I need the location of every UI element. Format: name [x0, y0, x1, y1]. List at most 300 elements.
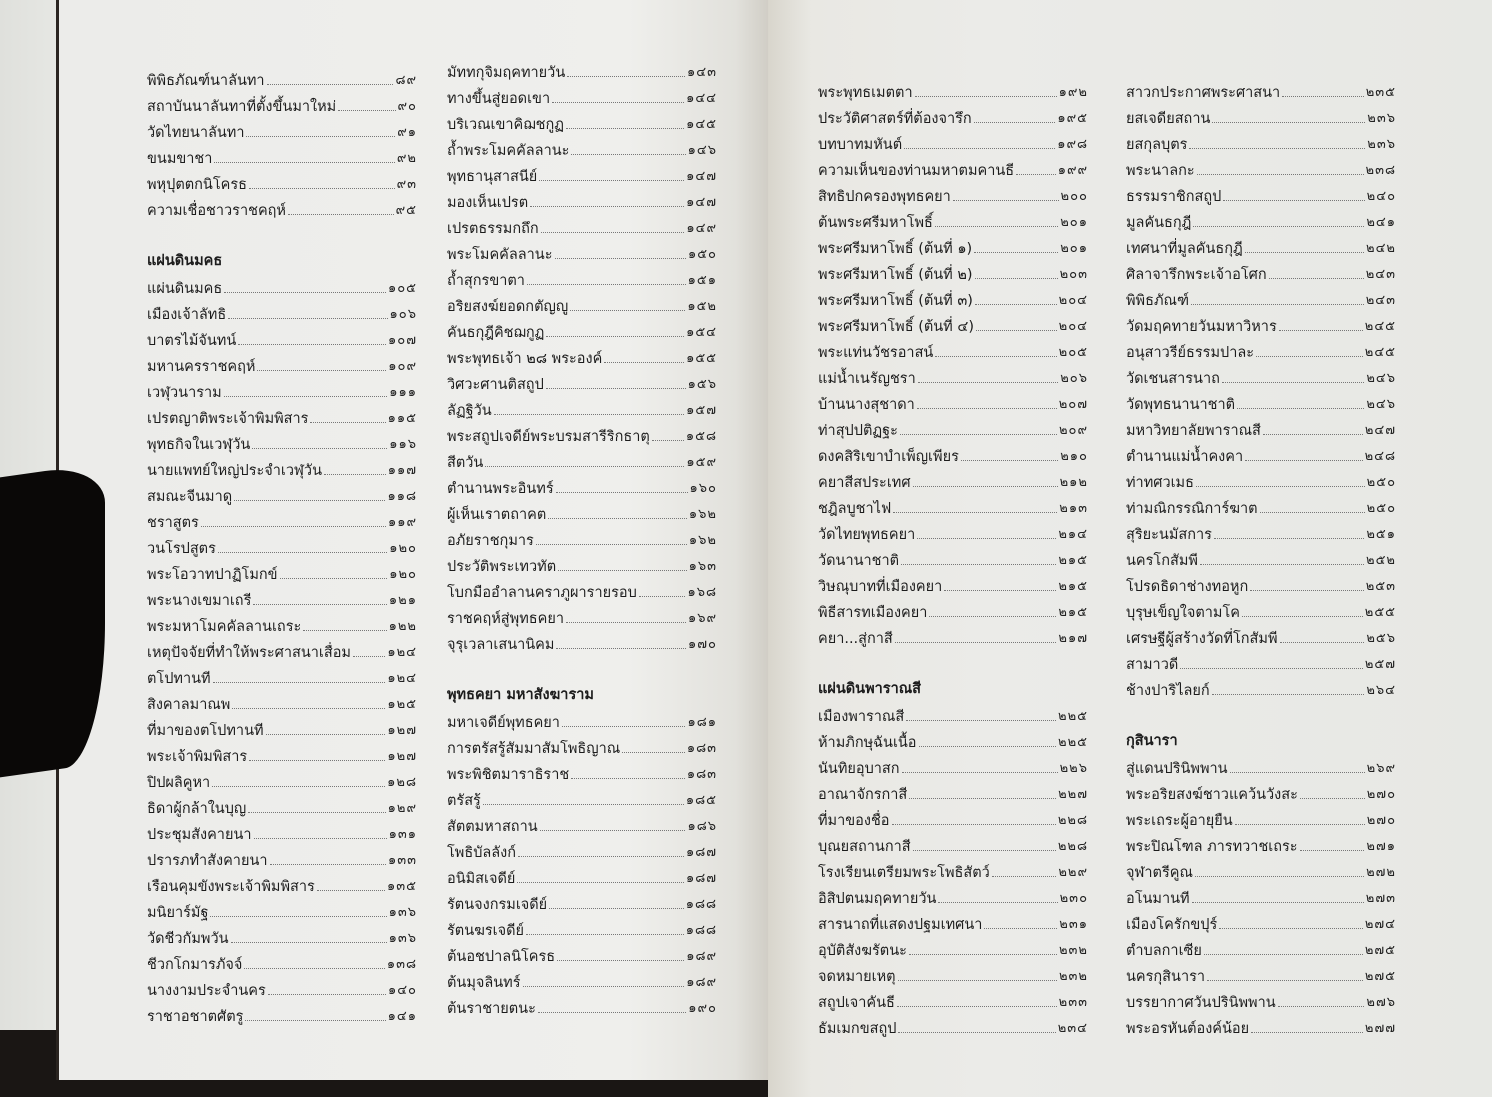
- dot-leader: [1269, 278, 1364, 279]
- toc-entry: [1126, 960, 1396, 986]
- toc-entry-page-number: ๒๗๕: [1364, 943, 1396, 958]
- toc-entry-page-number: ๒๒๕: [1058, 709, 1088, 724]
- toc-entry: [147, 480, 417, 506]
- toc-entry-title: ยสกุลบุตร: [1126, 137, 1188, 153]
- toc-entry: [147, 948, 417, 974]
- toc-entry-title: โปรดธิดาช่างทอหูก: [1126, 579, 1249, 595]
- toc-entry: [447, 888, 717, 914]
- dot-leader: [338, 110, 395, 111]
- dot-leader: [218, 552, 387, 553]
- toc-entry: [818, 570, 1088, 596]
- dot-leader: [622, 752, 685, 753]
- toc-entry-page-number: ๒๗๗: [1364, 1021, 1396, 1036]
- dot-leader: [555, 258, 686, 259]
- toc-entry-title: อภัยราชกุมาร: [447, 533, 534, 549]
- toc-entry-title: นครโกสัมพี: [1126, 553, 1198, 569]
- toc-entry: [147, 636, 417, 662]
- toc-entry-page-number: ๒๐๖: [1060, 371, 1088, 386]
- dot-leader: [935, 356, 1056, 357]
- section-heading: แผ่นดินมคธ: [147, 253, 223, 269]
- toc-entry-title: ต้นราชายตนะ: [447, 1001, 536, 1017]
- toc-entry-page-number: ๑๔๙: [686, 221, 717, 236]
- toc-entry-title: ตโปทานที: [147, 671, 211, 687]
- toc-entry: [1126, 76, 1396, 102]
- toc-entry-title: อนุสาวรีย์ธรรมปาละ: [1126, 345, 1255, 361]
- toc-entry: [447, 160, 717, 186]
- toc-entry-page-number: ๒๑๐: [1060, 449, 1088, 464]
- dot-leader: [652, 440, 684, 441]
- toc-entry: [818, 726, 1088, 752]
- toc-entry-page-number: ๑๒๒: [388, 619, 417, 634]
- toc-entry-title: สุริยะนมัสการ: [1126, 527, 1212, 543]
- toc-entry: [818, 492, 1088, 518]
- dot-leader: [212, 786, 385, 787]
- toc-entry: [818, 856, 1088, 882]
- dot-leader: [974, 252, 1058, 253]
- dot-leader: [1280, 642, 1365, 643]
- toc-entry-page-number: ๒๔๕: [1364, 319, 1396, 334]
- toc-entry: [1126, 752, 1396, 778]
- toc-entry: [818, 76, 1088, 102]
- dot-leader: [1263, 434, 1363, 435]
- toc-entry-title: ห้ามภิกษุฉันเนื้อ: [818, 735, 917, 751]
- toc-entry-title: ดงคสิริเขาบำเพ็ญเพียร: [818, 449, 959, 465]
- toc-entry: [818, 388, 1088, 414]
- toc-entry-page-number: ๑๙๘: [1057, 137, 1088, 152]
- toc-entry-title: พระศรีมหาโพธิ์ (ต้นที่ ๔): [818, 319, 974, 335]
- toc-entry-page-number: ๒๑๕: [1058, 605, 1088, 620]
- toc-entry-title: จุฬาตรีคูณ: [1126, 865, 1193, 881]
- toc-entry-page-number: ๑๑๖: [389, 437, 417, 452]
- dot-leader: [944, 590, 1056, 591]
- toc-entry-page-number: ๙๕: [395, 203, 417, 218]
- toc-entry-title: รัตนฆรเจดีย์: [447, 923, 525, 939]
- toc-entry-title: ตำบลกาเซีย: [1126, 943, 1202, 959]
- toc-entry: [818, 232, 1088, 258]
- toc-entry-title: ธรรมราชิกสถูป: [1126, 189, 1222, 205]
- toc-entry-title: วัดนานาชาติ: [818, 553, 900, 569]
- toc-entry-title: พระเจ้าพิมพิสาร: [147, 749, 248, 765]
- toc-entry-page-number: ๒๓๒: [1058, 943, 1088, 958]
- toc-entry-title: ตำนานแม่น้ำคงคา: [1126, 449, 1244, 465]
- toc-entry-page-number: ๑๖๐: [689, 481, 717, 496]
- dot-leader: [254, 838, 387, 839]
- dot-leader: [538, 1012, 686, 1013]
- toc-entry-page-number: ๒๗๒: [1366, 865, 1396, 880]
- dot-leader: [245, 1020, 385, 1021]
- toc-entry: [447, 524, 717, 550]
- toc-entry-page-number: ๑๓๑: [388, 827, 417, 842]
- toc-entry-title: สถูปเจาคันธี: [818, 995, 895, 1011]
- toc-entry-page-number: ๑๑๘: [387, 489, 417, 504]
- toc-entry-page-number: ๑๕๖: [687, 377, 717, 392]
- toc-entry-title: ท่ามณิกรรณิการ์ฆาต: [1126, 501, 1258, 517]
- dot-leader: [483, 804, 684, 805]
- toc-column-left-2: [447, 56, 717, 1018]
- toc-entry-title: มนิยาร์มัฐ: [147, 905, 209, 921]
- toc-entry-title: ที่มาของชื่อ: [818, 813, 890, 829]
- dot-leader: [234, 500, 385, 501]
- dot-leader: [639, 596, 686, 597]
- toc-entry: [818, 908, 1088, 934]
- section-spacer: [1126, 700, 1396, 726]
- toc-entry-page-number: ๑๔๐: [387, 983, 417, 998]
- toc-entry-title: พระนาลกะ: [1126, 163, 1195, 179]
- toc-entry-page-number: ๑๒๔: [387, 645, 417, 660]
- section-spacer: [818, 648, 1088, 674]
- toc-entry: [1126, 154, 1396, 180]
- dot-leader: [1212, 122, 1365, 123]
- toc-entry-page-number: ๒๓๕: [1365, 85, 1396, 100]
- dot-leader: [897, 1006, 1057, 1007]
- dot-leader: [961, 460, 1058, 461]
- toc-entry-title: วัดไทยนาลันทา: [147, 125, 245, 141]
- toc-entry: [447, 706, 717, 732]
- toc-entry: [1126, 310, 1396, 336]
- toc-entry: [447, 56, 717, 82]
- toc-entry-title: อาณาจักรกาสี: [818, 787, 908, 803]
- toc-entry-page-number: ๒๗๕: [1364, 969, 1396, 984]
- toc-entry-page-number: ๒๓๘: [1365, 163, 1396, 178]
- toc-entry: [447, 862, 717, 888]
- toc-entry-title: คยาสีสประเทศ: [818, 475, 911, 491]
- toc-entry-page-number: ๙๐: [397, 99, 417, 114]
- toc-entry: [1126, 648, 1396, 674]
- toc-entry-title: บรรยากาศวันปรินิพพาน: [1126, 995, 1276, 1011]
- dot-leader: [1278, 1006, 1365, 1007]
- toc-entry: [147, 558, 417, 584]
- toc-entry: [447, 238, 717, 264]
- toc-entry: [147, 168, 417, 194]
- toc-entry-page-number: ๒๕๓: [1365, 579, 1396, 594]
- toc-entry-title: พุทธกิจในเวฬุวัน: [147, 437, 251, 453]
- toc-entry: [818, 154, 1088, 180]
- dot-leader: [556, 492, 688, 493]
- toc-entry-page-number: ๑๙๐: [688, 1001, 717, 1016]
- dot-leader: [536, 544, 687, 545]
- toc-entry-page-number: ๒๗๐: [1366, 813, 1396, 828]
- toc-entry: [447, 732, 717, 758]
- dot-leader: [552, 102, 684, 103]
- toc-entry-title: พระศรีมหาโพธิ์ (ต้นที่ ๒): [818, 267, 973, 283]
- dot-leader: [898, 980, 1057, 981]
- toc-entry: [818, 986, 1088, 1012]
- dot-leader: [267, 84, 394, 85]
- dot-leader: [1223, 200, 1364, 201]
- toc-entry-page-number: ๑๓๕: [387, 879, 417, 894]
- toc-entry-page-number: ๒๑๓: [1059, 501, 1088, 516]
- dot-leader: [540, 830, 686, 831]
- toc-entry: [1126, 934, 1396, 960]
- toc-entry-title: พระนางเขมาเถรี: [147, 593, 252, 609]
- toc-entry-page-number: ๒๔๓: [1365, 267, 1396, 282]
- toc-entry: [147, 350, 417, 376]
- toc-entry: [1126, 414, 1396, 440]
- dot-leader: [975, 304, 1057, 305]
- toc-entry-title: คยา...สู่กาสี: [818, 631, 893, 647]
- toc-entry-title: พระโมคคัลลานะ: [447, 247, 553, 263]
- toc-entry: [1126, 622, 1396, 648]
- toc-entry-title: พิธีสารทเมืองคยา: [818, 605, 928, 621]
- toc-entry: [818, 336, 1088, 362]
- toc-entry-page-number: ๒๓๔: [1057, 1021, 1088, 1036]
- toc-entry-page-number: ๑๕๘: [685, 429, 717, 444]
- toc-entry-title: แม่น้ำเนรัญชรา: [818, 371, 916, 387]
- toc-entry-title: ประวัติศาสตร์ที่ต้องจารึก: [818, 111, 972, 127]
- toc-entry-title: พระอรหันต์องค์น้อย: [1126, 1021, 1250, 1037]
- dot-leader: [1260, 512, 1365, 513]
- toc-entry-page-number: ๒๐๓: [1059, 267, 1088, 282]
- toc-entry: [818, 882, 1088, 908]
- toc-entry-page-number: ๑๑๑: [389, 385, 417, 400]
- dot-leader: [904, 148, 1055, 149]
- toc-entry: [818, 518, 1088, 544]
- toc-entry-title: สารนาถที่แสดงปฐมเทศนา: [818, 917, 983, 933]
- toc-entry-title: สถาบันนาลันทาที่ตั้งขึ้นมาใหม่: [147, 99, 337, 115]
- dot-leader: [1214, 538, 1364, 539]
- toc-entry: [147, 974, 417, 1000]
- toc-entry-page-number: ๒๔๒: [1366, 241, 1396, 256]
- toc-entry: [818, 934, 1088, 960]
- toc-entry-page-number: ๒๓๐: [1059, 891, 1088, 906]
- dot-leader: [303, 630, 386, 631]
- toc-entry-page-number: ๑๐๕: [387, 281, 417, 296]
- dot-leader: [1256, 356, 1363, 357]
- toc-entry: [147, 792, 417, 818]
- toc-entry-page-number: ๒๐๑: [1060, 215, 1088, 230]
- toc-entry-title: มูลคันธกุฎี: [1126, 215, 1192, 231]
- dot-leader: [530, 206, 684, 207]
- toc-entry-page-number: ๑๐๙: [388, 359, 417, 374]
- toc-entry-page-number: ๒๔๕: [1364, 345, 1396, 360]
- dot-leader: [953, 200, 1059, 201]
- toc-entry-page-number: ๑๕๕: [686, 351, 717, 366]
- toc-entry-title: ทางขึ้นสู่ยอดเขา: [447, 91, 551, 107]
- toc-entry: [147, 428, 417, 454]
- toc-entry-title: ประชุมสังคายนา: [147, 827, 252, 843]
- toc-entry-page-number: ๒๕๖: [1366, 631, 1396, 646]
- toc-entry: [1126, 128, 1396, 154]
- toc-entry: [1126, 102, 1396, 128]
- toc-entry-title: สามาวดี: [1126, 657, 1179, 673]
- section-spacer: [147, 220, 417, 246]
- section-spacer: [447, 654, 717, 680]
- toc-entry-page-number: ๑๘๕: [685, 793, 717, 808]
- dot-leader: [913, 850, 1056, 851]
- toc-entry-page-number: ๒๒๕: [1058, 735, 1088, 750]
- toc-entry: [447, 472, 717, 498]
- dot-leader: [917, 408, 1057, 409]
- toc-entry-page-number: ๑๘๙: [686, 949, 717, 964]
- dot-leader: [918, 382, 1058, 383]
- toc-entry-title: จดหมายเหตุ: [818, 969, 896, 985]
- dot-leader: [224, 396, 388, 397]
- toc-entry-title: วัดชีวกัมพวัน: [147, 931, 229, 947]
- toc-entry: [147, 116, 417, 142]
- toc-entry: [147, 1000, 417, 1026]
- dot-leader: [214, 162, 394, 163]
- toc-entry-page-number: ๑๘๘: [685, 923, 717, 938]
- toc-entry: [147, 610, 417, 636]
- toc-entry-page-number: ๒๗๖: [1366, 995, 1396, 1010]
- toc-entry-page-number: ๑๒๗: [387, 749, 417, 764]
- toc-entry: [447, 940, 717, 966]
- dot-leader: [1230, 772, 1365, 773]
- toc-entry-title: เมืองเจ้าลัทธิ: [147, 307, 227, 323]
- dot-leader: [1282, 96, 1363, 97]
- toc-entry-title: สู่แดนปรินิพพาน: [1126, 761, 1228, 777]
- toc-entry-title: สัตตมหาสถาน: [447, 819, 538, 835]
- toc-entry-page-number: ๑๑๗: [387, 463, 417, 478]
- toc-entry: [447, 810, 717, 836]
- dot-leader: [324, 474, 386, 475]
- toc-entry-page-number: ๑๕๙: [686, 455, 717, 470]
- toc-entry-title: ท่าทศวเมธ: [1126, 475, 1194, 491]
- toc-entry-title: พระปิณโฑล ภารทวาชเถระ: [1126, 839, 1298, 855]
- toc-entry-title: วัดไทยพุทธคยา: [818, 527, 916, 543]
- toc-entry-page-number: ๘๙: [395, 73, 417, 88]
- toc-entry-page-number: ๑๒๗: [387, 723, 417, 738]
- dot-leader: [571, 154, 685, 155]
- toc-entry-page-number: ๒๐๕: [1058, 345, 1088, 360]
- dot-leader: [1212, 694, 1365, 695]
- toc-entry: [1126, 336, 1396, 362]
- dot-leader: [249, 760, 385, 761]
- toc-entry-title: เศรษฐีผู้สร้างวัดที่โกสัมพี: [1126, 631, 1278, 647]
- toc-entry: [147, 922, 417, 948]
- toc-entry: [1126, 986, 1396, 1012]
- toc-entry: [1126, 674, 1396, 700]
- toc-entry-page-number: ๑๘๗: [685, 871, 717, 886]
- toc-entry-title: มหานครราชคฤห์: [147, 359, 256, 375]
- dot-leader: [1245, 460, 1362, 461]
- toc-entry-title: บุรุษเข็ญใจตามโค: [1126, 605, 1240, 621]
- dot-leader: [1200, 564, 1364, 565]
- toc-entry-page-number: ๒๕๕: [1364, 605, 1396, 620]
- toc-entry-title: มองเห็นเปรต: [447, 195, 529, 211]
- toc-entry-page-number: ๒๔๗: [1364, 423, 1396, 438]
- toc-entry-page-number: ๒๒๘: [1057, 813, 1088, 828]
- toc-entry-page-number: ๑๒๐: [389, 567, 417, 582]
- toc-entry: [1126, 830, 1396, 856]
- dot-leader: [244, 968, 384, 969]
- toc-entry-page-number: ๑๘๗: [685, 845, 717, 860]
- toc-entry-title: เรือนคุมขังพระเจ้าพิมพิสาร: [147, 879, 315, 895]
- dot-leader: [518, 856, 684, 857]
- toc-entry: [447, 108, 717, 134]
- toc-entry-title: ผู้เห็นเราตถาคต: [447, 507, 547, 523]
- toc-entry-title: อุบัติสังฆรัตนะ: [818, 943, 907, 959]
- toc-entry-title: พิพิธภัณฑ์นาลันทา: [147, 73, 265, 89]
- toc-entry-title: เมืองพาราณสี: [818, 709, 905, 725]
- toc-entry-page-number: ๒๐๔: [1058, 293, 1088, 308]
- toc-entry: [447, 446, 717, 472]
- toc-entry: [147, 376, 417, 402]
- toc-entry-title: วัดพุทธนานาชาติ: [1126, 397, 1236, 413]
- dot-leader: [549, 908, 684, 909]
- toc-entry-title: วิษณุบาทที่เมืองคยา: [818, 579, 943, 595]
- toc-entry-page-number: ๙๒: [396, 151, 417, 166]
- toc-entry-title: บทบาทมหันต์: [818, 137, 903, 153]
- toc-entry-page-number: ๒๔๖: [1366, 397, 1396, 412]
- toc-entry-page-number: ๑๑๙: [387, 515, 417, 530]
- toc-entry: [818, 804, 1088, 830]
- toc-entry-page-number: ๑๒๕: [387, 697, 417, 712]
- dot-leader: [317, 890, 385, 891]
- dot-leader: [1245, 252, 1364, 253]
- toc-entry-page-number: ๒๕๐: [1366, 475, 1396, 490]
- dot-leader: [1204, 954, 1363, 955]
- toc-entry-title: วิศวะศานติสถูป: [447, 377, 544, 393]
- toc-entry-title: การตรัสรู้สัมมาสัมโพธิญาณ: [447, 741, 621, 757]
- toc-entry-page-number: ๒๑๗: [1058, 631, 1088, 646]
- toc-entry-title: เปรตธรรมกถึก: [447, 221, 539, 237]
- toc-entry-page-number: ๑๘๙: [686, 975, 717, 990]
- toc-entry-title: พระพุทธเมตตา: [818, 85, 913, 101]
- toc-entry: [147, 506, 417, 532]
- toc-entry-title: พิพิธภัณฑ์: [1126, 293, 1190, 309]
- toc-entry: [147, 324, 417, 350]
- dot-leader: [938, 902, 1057, 903]
- toc-entry-title: นครกุสินารา: [1126, 969, 1206, 985]
- toc-entry: [147, 688, 417, 714]
- toc-entry-title: อริยสงฆ์ยอดกตัญญู: [447, 299, 569, 315]
- dot-leader: [909, 954, 1057, 955]
- dot-leader: [1219, 928, 1363, 929]
- toc-entry-title: จุรุเวลาเสนานิคม: [447, 637, 555, 653]
- dot-leader: [252, 448, 387, 449]
- dot-leader: [566, 128, 684, 129]
- dot-leader: [992, 876, 1057, 877]
- dot-leader: [310, 422, 385, 423]
- toc-entry-title: พหุปุตตกนิโครธ: [147, 177, 247, 193]
- toc-entry-title: พระพุทธเจ้า ๒๘ พระองค์: [447, 351, 603, 367]
- dot-leader: [976, 330, 1057, 331]
- toc-entry: [1126, 180, 1396, 206]
- toc-entry-page-number: ๒๒๙: [1058, 865, 1088, 880]
- dot-leader: [570, 310, 685, 311]
- toc-entry: [147, 272, 417, 298]
- toc-entry-page-number: ๒๗๐: [1366, 787, 1396, 802]
- toc-entry: [147, 194, 417, 220]
- toc-entry-title: บริเวณเขาคิฌชกูฏ: [447, 117, 564, 133]
- dot-leader: [1196, 486, 1365, 487]
- toc-entry-page-number: ๑๓๘: [386, 957, 417, 972]
- toc-entry-page-number: ๑๔๓: [687, 65, 717, 80]
- toc-entry-title: ที่มาของตโปทานที: [147, 723, 264, 739]
- toc-entry-title: โพธิบัลลังก์: [447, 845, 517, 861]
- toc-entry-title: อโนมานที: [1126, 891, 1190, 907]
- toc-entry-title: ปิปผลิคูหา: [147, 775, 211, 791]
- toc-entry-page-number: ๑๙๕: [1057, 111, 1088, 126]
- toc-entry-page-number: ๒๕๑: [1366, 527, 1396, 542]
- toc-entry-page-number: ๒๒๘: [1057, 839, 1088, 854]
- left-page: [56, 0, 771, 1080]
- toc-entry: [818, 362, 1088, 388]
- toc-entry-page-number: ๑๔๖: [687, 143, 717, 158]
- toc-entry-page-number: ๑๔๗: [686, 169, 717, 184]
- toc-entry-title: ยสเจดียสถาน: [1126, 111, 1211, 127]
- toc-entry-title: วัดมฤคทายวันมหาวิหาร: [1126, 319, 1277, 335]
- toc-entry-title: ต้นอชปาลนิโครธ: [447, 949, 556, 965]
- toc-entry: [818, 206, 1088, 232]
- dot-leader: [257, 370, 386, 371]
- toc-entry: [1126, 258, 1396, 284]
- toc-entry: [147, 454, 417, 480]
- toc-entry-page-number: ๒๗๔: [1364, 917, 1396, 932]
- dot-leader: [913, 486, 1058, 487]
- toc-entry: [147, 844, 417, 870]
